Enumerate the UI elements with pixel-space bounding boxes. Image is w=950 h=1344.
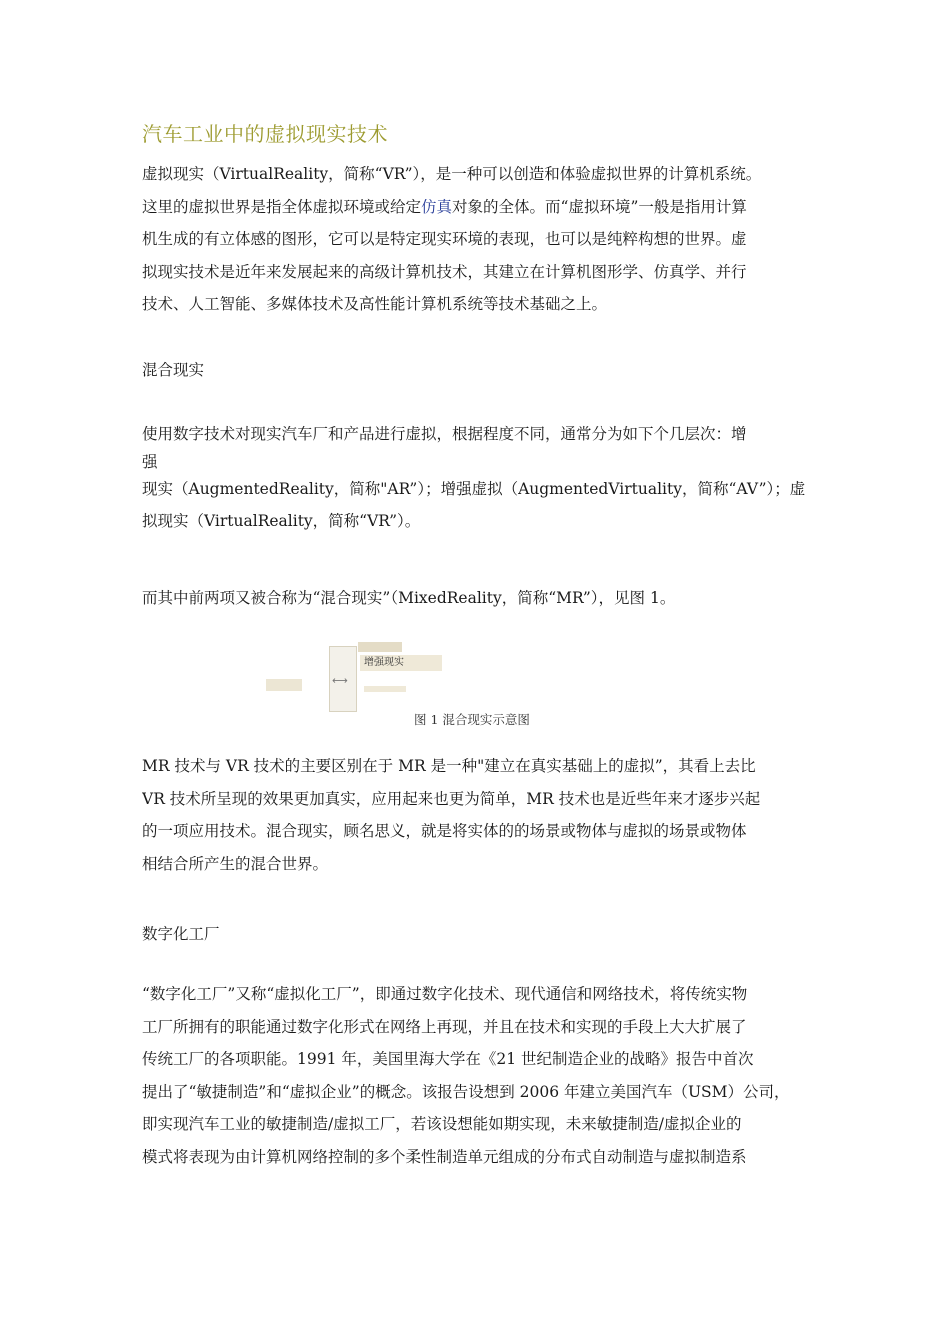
- paragraph-line: MR 技术与 VR 技术的主要区别在于 MR 是一种"建立在真实基础上的虚拟”，其看上去比: [142, 757, 756, 775]
- intro-line: 虚拟现实（VirtualReality，简称“VR”），是一种可以创造和体验虚拟世界的计算机系统。: [142, 165, 762, 183]
- figure-bottom-block: [364, 686, 406, 692]
- paragraph-line: 工厂所拥有的职能通过数字化形式在网络上再现，并且在技术和实现的手段上大大扩展了: [142, 1017, 747, 1036]
- intro-line: 机生成的有立体感的图形，它可以是特定现实环境的表现，也可以是纯粹构想的世界。虚: [142, 230, 747, 248]
- intro-line-text: 对象的全体。而“虚拟环境”一般是指用计算: [452, 197, 747, 216]
- simulation-link[interactable]: 仿真: [421, 197, 453, 216]
- intro-line: 拟现实技术是近年来发展起来的高级计算机技术，其建立在计算机图形学、仿真学、并行: [142, 262, 747, 281]
- paragraph-line: 的一项应用技术。混合现实，顾名思义，就是将实体的的场景或物体与虚拟的场景或物体: [142, 822, 747, 840]
- section-heading-mixed-reality: 混合现实: [142, 361, 205, 379]
- paragraph-line: 使用数字技术对现实汽车厂和产品进行虚拟，根据程度不同，通常分为如下个几层次：增: [142, 425, 747, 443]
- paragraph-line: 强: [142, 452, 158, 471]
- paragraph-line: 相结合所产生的混合世界。: [142, 854, 329, 873]
- intro-line-text: 这里的虚拟世界是指全体虚拟环境或给定: [142, 197, 422, 216]
- paragraph-line: 现实（AugmentedReality，简称"AR”）；增强虚拟（AugmentedVirtuality，简称“AV”）；虚: [142, 479, 806, 498]
- paragraph-line: VR 技术所呈现的效果更加真实，应用起来也更为简单，MR 技术也是近些年来才逐步兴起: [142, 789, 761, 808]
- intro-line: 技术、人工智能、多媒体技术及高性能计算机系统等技术基础之上。: [142, 295, 608, 313]
- figure-caption: 图 1 混合现实示意图: [414, 712, 530, 727]
- paragraph-line: 即实现汽车工业的敏捷制造/虚拟工厂，若该设想能如期实现，未来敏捷制造/虚拟企业的: [142, 1115, 742, 1133]
- section-heading-digital-factory: 数字化工厂: [142, 925, 220, 943]
- article-title: 汽车工业中的虚拟现实技术: [142, 122, 388, 146]
- paragraph-line: “数字化工厂”又称“虚拟化工厂”，即通过数字化技术、现代通信和网络技术，将传统实物: [142, 985, 748, 1003]
- mixed-paragraph-2: [142, 582, 812, 615]
- intro-paragraph: [142, 158, 812, 321]
- arrow-icon: ⟷: [332, 674, 348, 687]
- figure-ar-label: 增强现实: [360, 655, 442, 671]
- paragraph-line: 而其中前两项又被合称为“混合现实”（MixedReality，简称“MR”），见图 1。: [142, 589, 676, 607]
- figure-left-block: [266, 679, 302, 691]
- paragraph-line: 拟现实（VirtualReality，简称“VR”）。: [142, 512, 421, 530]
- paragraph-line: 模式将表现为由计算机网络控制的多个柔性制造单元组成的分布式自动制造与虚拟制造系: [142, 1147, 747, 1166]
- mixed-paragraph-3: [142, 750, 812, 880]
- paragraph-line: 提出了“敏捷制造”和“虚拟企业”的概念。该报告设想到 2006 年建立美国汽车（USM）公司，: [142, 1082, 790, 1101]
- paragraph-line: 传统工厂的各项职能。1991 年，美国里海大学在《21 世纪制造企业的战略》报告中首次: [142, 1050, 754, 1068]
- factory-paragraph: [142, 978, 812, 1173]
- intro-line: [142, 191, 812, 224]
- mixed-paragraph-1: [142, 418, 812, 538]
- figure-header-strip: [358, 642, 402, 652]
